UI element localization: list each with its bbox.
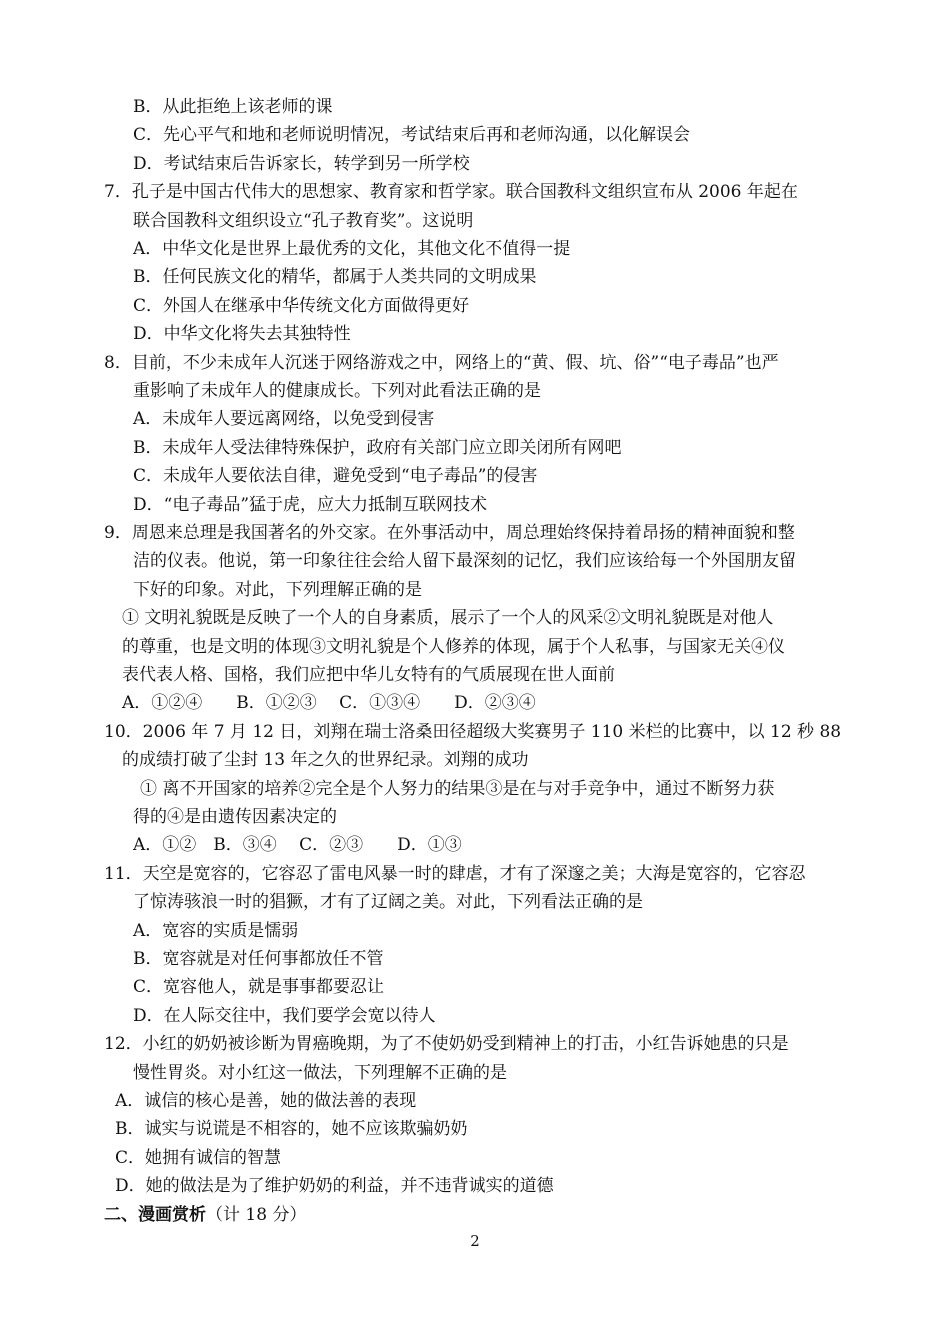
q9-stem-line1: 9．周恩来总理是我国著名的外交家。在外事活动中，周总理始终保持着昂扬的精神面貌和整 (104, 523, 795, 543)
q8-option-c: C．未成年人要依法自律，避免受到“电子毒品”的侵害 (133, 466, 538, 486)
q10-stem-line1: 10．2006 年 7 月 12 日，刘翔在瑞士洛桑田径超级大奖赛男子 110 米栏的比赛中，以 12 秒 88 (104, 722, 842, 742)
q7-option-a: A．中华文化是世界上最优秀的文化，其他文化不值得一提 (133, 239, 571, 259)
q11-option-a: A．宽容的实质是懦弱 (133, 921, 299, 941)
q8-option-a: A．未成年人要远离网络，以免受到侵害 (133, 409, 435, 429)
q12-stem-line2: 慢性胃炎。对小红这一做法，下列理解不正确的是 (133, 1063, 507, 1083)
q9-items-line3: 表代表人格、国格，我们应把中华儿女特有的气质展现在世人面前 (122, 665, 615, 685)
section-2-heading (104, 1204, 306, 1226)
q7-option-d: D．中华文化将失去其独特性 (133, 324, 351, 344)
q11-option-b: B．宽容就是对任何事都放任不管 (133, 949, 384, 969)
q6-option-b: B．从此拒绝上该老师的课 (133, 97, 333, 117)
q7-stem-line1: 7．孔子是中国古代伟大的思想家、教育家和哲学家。联合国教科文组织宣布从 2006 年起在 (104, 182, 798, 202)
q8-stem-line1: 8．目前，不少未成年人沉迷于网络游戏之中，网络上的“黄、假、坑、俗”“电子毒品”也严 (104, 353, 779, 373)
q7-stem-line2: 联合国教科文组织设立“孔子教育奖”。这说明 (133, 211, 474, 231)
q10-stem-line2: 的成绩打破了尘封 13 年之久的世界纪录。刘翔的成功 (122, 750, 529, 770)
q6-option-d: D．考试结束后告诉家长，转学到另一所学校 (133, 154, 470, 174)
q7-option-c: C．外国人在继承中华传统文化方面做得更好 (133, 296, 470, 316)
q9-items-line1: ① 文明礼貌既是反映了一个人的自身素质，展示了一个人的风采②文明礼貌既是对他人 (122, 608, 774, 628)
q10-items-line1: ① 离不开国家的培养②完全是个人努力的结果③是在与对手竞争中，通过不断努力获 (140, 779, 775, 799)
page-number: 2 (470, 1232, 480, 1250)
q9-stem-line3: 下好的印象。对此，下列理解正确的是 (133, 580, 422, 600)
q7-option-b: B．任何民族文化的精华，都属于人类共同的文明成果 (133, 267, 537, 287)
q11-option-c: C．宽容他人，就是事事都要忍让 (133, 977, 385, 997)
q8-option-b: B．未成年人受法律特殊保护，政府有关部门应立即关闭所有网吧 (133, 438, 622, 458)
q8-stem-line2: 重影响了未成年人的健康成长。下列对此看法正确的是 (133, 381, 541, 401)
section-2-score: （计 18 分） (206, 1205, 307, 1225)
q12-stem-line1: 12．小红的奶奶被诊断为胃癌晚期，为了不使奶奶受到精神上的打击，小红告诉她患的只是 (104, 1034, 789, 1054)
q12-option-c: C．她拥有诚信的智慧 (115, 1148, 282, 1168)
q10-items-line2: 得的④是由遗传因素决定的 (133, 807, 337, 827)
q11-option-d: D．在人际交往中，我们要学会宽以待人 (133, 1006, 436, 1026)
q9-stem-line2: 洁的仪表。他说，第一印象往往会给人留下最深刻的记忆，我们应该给每一个外国朋友留 (133, 551, 796, 571)
q8-option-d: D．“电子毒品”猛于虎，应大力抵制互联网技术 (133, 495, 488, 515)
q11-stem-line1: 11．天空是宽容的，它容忍了雷电风暴一时的肆虐，才有了深邃之美；大海是宽容的，它容忍 (104, 864, 806, 884)
q12-option-a: A．诚信的核心是善，她的做法善的表现 (115, 1091, 417, 1111)
q12-option-b: B．诚实与说谎是不相容的，她不应该欺骗奶奶 (115, 1119, 468, 1139)
q6-option-c: C．先心平气和地和老师说明情况，考试结束后再和老师沟通，以化解误会 (133, 125, 691, 145)
q11-stem-line2: 了惊涛骇浪一时的猖獗，才有了辽阔之美。对此，下列看法正确的是 (133, 892, 643, 912)
q9-options: A．①②④ B．①②③ C．①③④ D．②③④ (122, 693, 536, 713)
section-2-title: 二、漫画赏析 (104, 1205, 206, 1225)
q10-options: A．①② B．③④ C．②③ D．①③ (133, 835, 462, 855)
q12-option-d: D．她的做法是为了维护奶奶的利益，并不违背诚实的道德 (115, 1176, 554, 1196)
q9-items-line2: 的尊重，也是文明的体现③文明礼貌是个人修养的体现，属于个人私事，与国家无关④仪 (122, 637, 785, 657)
